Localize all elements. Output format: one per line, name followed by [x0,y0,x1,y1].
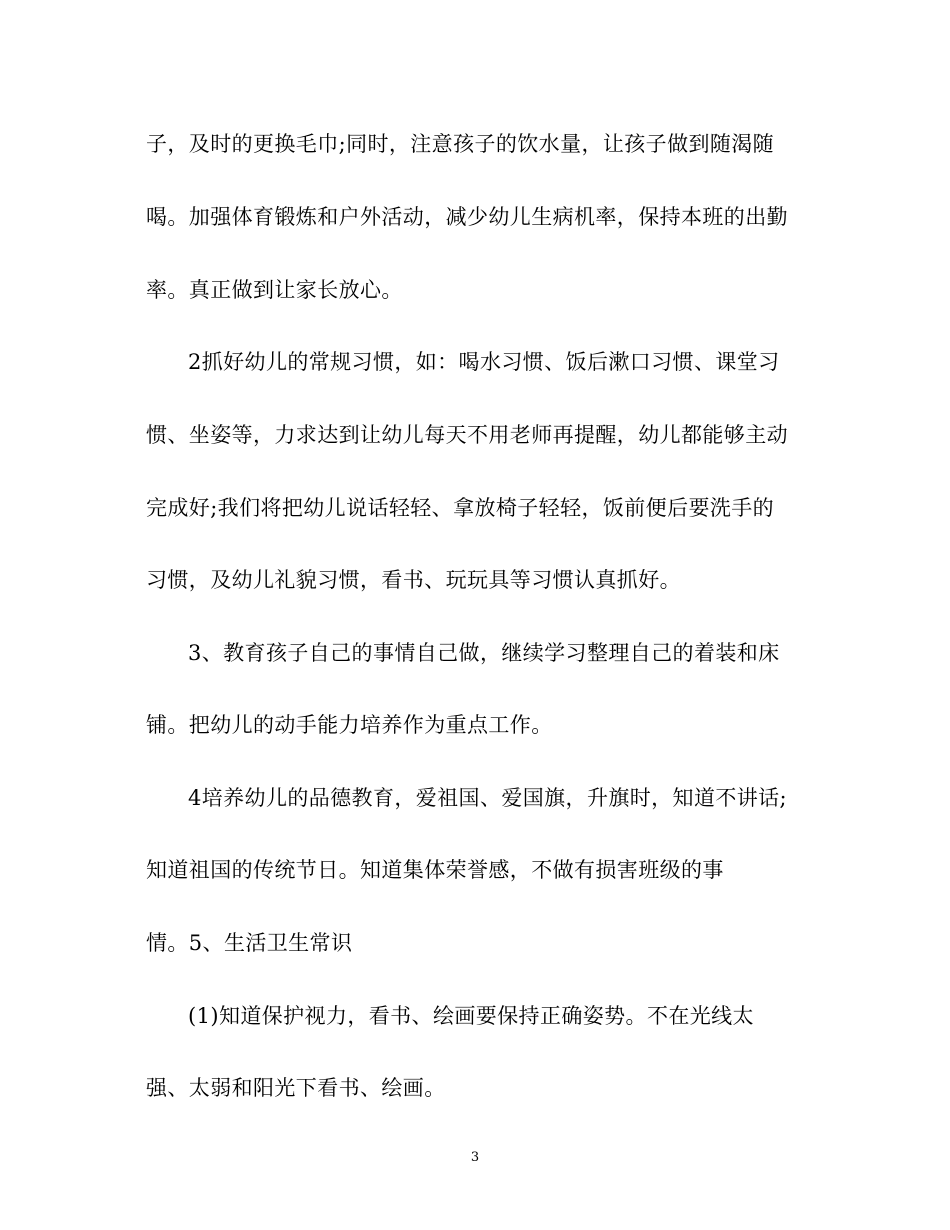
text-line: 情。5、生活卫生常识 [146,931,353,955]
paragraph-start-line: 3、教育孩子自己的事情自己做，继续学习整理自己的着装和床 [188,641,780,665]
paragraph-start-line: 4培养幼儿的品德教育，爱祖国、爱国旗，升旗时，知道不讲话; [188,786,788,810]
text-line: 子，及时的更换毛巾;同时，注意孩子的饮水量，让孩子做到随渴随 [146,132,775,156]
text-line: 习惯，及幼儿礼貌习惯，看书、玩玩具等习惯认真抓好。 [146,568,681,592]
page-number: 3 [470,1150,480,1165]
paragraph-start-line: 2抓好幼儿的常规习惯，如：喝水习惯、饭后漱口习惯、课堂习 [188,350,780,374]
text-line: 喝。加强体育锻炼和户外活动，减少幼儿生病机率，保持本班的出勤 [146,205,788,229]
text-line: 率。真正做到让家长放心。 [146,278,403,302]
text-line: 铺。把幼儿的动手能力培养作为重点工作。 [146,713,553,737]
text-line: 强、太弱和阳光下看书、绘画。 [146,1076,446,1100]
text-line: 惯、坐姿等，力求达到让幼儿每天不用老师再提醒，幼儿都能够主动 [146,423,788,447]
paragraph-start-line: (1)知道保护视力，看书、绘画要保持正确姿势。不在光线太 [188,1004,754,1028]
text-line: 完成好;我们将把幼儿说话轻轻、拿放椅子轻轻，饭前便后要洗手的 [146,496,775,520]
text-line: 知道祖国的传统节日。知道集体荣誉感，不做有损害班级的事 [146,858,724,882]
